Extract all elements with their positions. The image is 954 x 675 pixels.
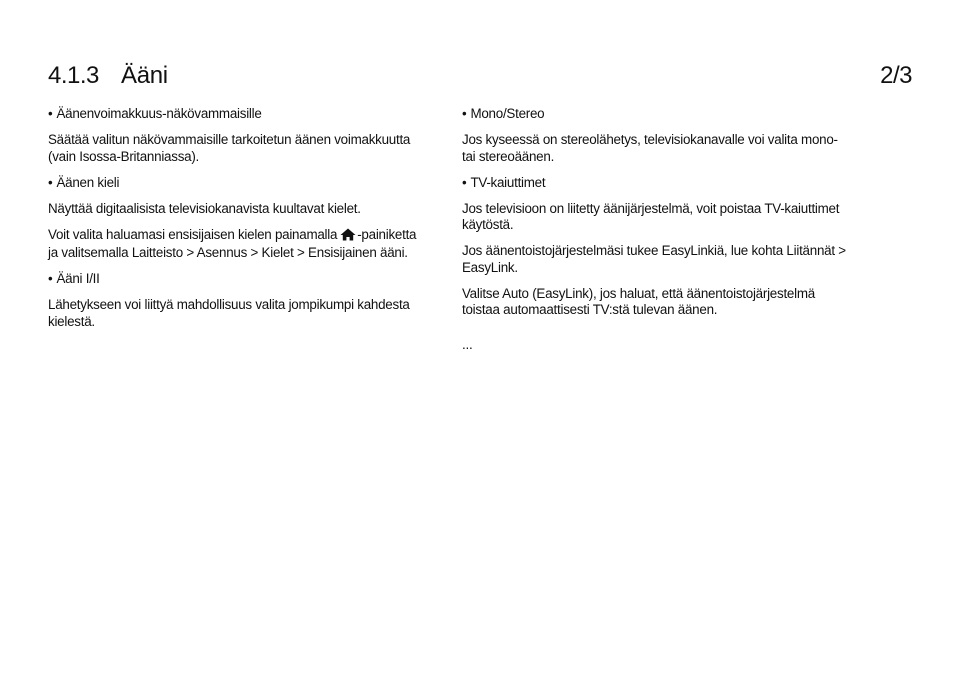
- bullet: •: [48, 174, 53, 190]
- bullet: •: [462, 106, 467, 121]
- home-icon: [340, 228, 356, 246]
- page-indicator: 2/3: [880, 62, 912, 89]
- item-title: Äänen kieli: [56, 174, 120, 190]
- item-description-with-icon: [48, 227, 420, 262]
- item-description: Lähetykseen voi liittyä mahdollisuus valita jompikumpi kahdesta kielestä.: [48, 297, 410, 329]
- item-title: Mono/Stereo: [470, 106, 545, 121]
- item-description: Näyttää digitaalisista televisiokanavista kuultavat kielet.: [48, 200, 361, 216]
- list-item-heading: [462, 175, 846, 192]
- item-title: Äänenvoimakkuus-näkövammaisille: [56, 106, 262, 121]
- right-column: [462, 106, 846, 363]
- text-segment: -painiketta ja valitsemalla Laitteisto > Asennus > Kielet > Ensisijainen ääni.: [48, 226, 417, 261]
- left-column: [48, 106, 420, 340]
- continuation-marker: ...: [462, 336, 473, 352]
- bullet: •: [462, 174, 467, 190]
- item-title: Ääni I/II: [56, 271, 100, 287]
- section-number: 4.1.3: [48, 62, 99, 89]
- list-item-heading: [462, 106, 846, 123]
- item-title: TV-kaiuttimet: [470, 174, 546, 190]
- list-item-heading: [48, 271, 420, 288]
- item-description: Säätää valitun näkövammaisille tarkoitetun äänen voimakkuutta (vain Isossa-Britanniassa).: [48, 131, 411, 164]
- section-title: Ääni: [121, 62, 168, 89]
- list-item-heading: [48, 106, 420, 123]
- text-segment: Voit valita haluamasi ensisijaisen kielen painamalla: [48, 226, 338, 242]
- bullet: •: [48, 106, 53, 121]
- item-description: Jos televisioon on liitetty äänijärjestelmä, voit poistaa TV-kaiuttimet käytöstä.: [462, 200, 840, 233]
- bullet: •: [48, 271, 53, 287]
- item-description: Jos kyseessä on stereolähetys, televisiokanavalle voi valita mono- tai stereoäänen.: [462, 131, 838, 164]
- page-header: [48, 60, 912, 92]
- list-item-heading: [48, 175, 420, 192]
- item-description: Valitse Auto (EasyLink), jos haluat, että äänentoistojärjestelmä toistaa automaattisesti TV:stä tulevan äänen.: [462, 285, 815, 318]
- item-description: Jos äänentoistojärjestelmäsi tukee EasyLinkiä, lue kohta Liitännät > EasyLink.: [462, 243, 846, 275]
